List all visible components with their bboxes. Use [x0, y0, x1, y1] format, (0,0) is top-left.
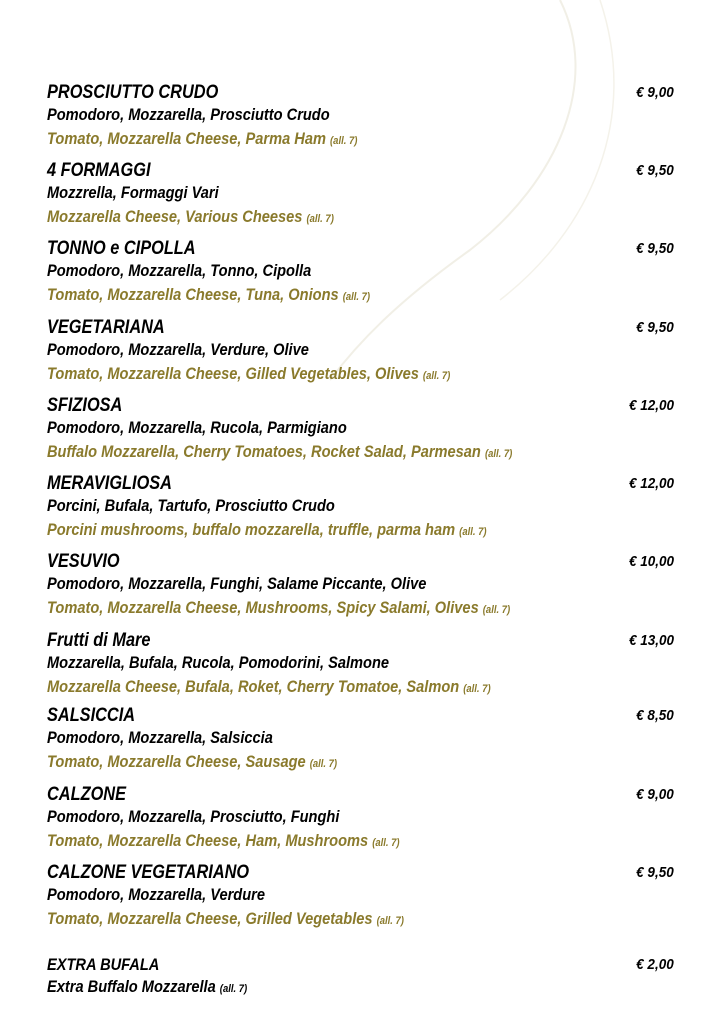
- item-ingredients-it: Mozzarella, Bufala, Rucola, Pomodorini, Salmone: [47, 653, 390, 672]
- item-ingredients-en: [47, 442, 512, 464]
- english-text: Tomato, Mozzarella Cheese, Gilled Vegetables, Olives: [47, 364, 419, 383]
- item-ingredients-it: Pomodoro, Mozzarella, Verdure, Olive: [47, 340, 309, 359]
- allergen-note: (all. 7): [219, 983, 248, 995]
- item-ingredients-it: Pomodoro, Mozzarella, Funghi, Salame Piccante, Olive: [47, 574, 427, 593]
- item-name: Frutti di Mare: [47, 630, 151, 651]
- allergen-note: (all. 7): [463, 683, 491, 695]
- extra-description-text: Extra Buffalo Mozzarella: [47, 977, 216, 996]
- allergen-note: (all. 7): [372, 837, 400, 849]
- english-text: Tomato, Mozzarella Cheese, Sausage: [47, 752, 306, 771]
- item-ingredients-en: [47, 285, 370, 307]
- item-ingredients-en: [47, 909, 404, 931]
- item-ingredients-en: [47, 677, 491, 699]
- allergen-note: (all. 7): [330, 135, 358, 147]
- extra-name: EXTRA BUFALA: [47, 955, 160, 974]
- item-ingredients-en: [47, 831, 400, 853]
- item-name: SALSICCIA: [47, 705, 136, 726]
- item-ingredients-it: Pomodoro, Mozzarella, Prosciutto Crudo: [47, 105, 330, 124]
- allergen-note: (all. 7): [376, 915, 404, 927]
- english-text: Mozzarella Cheese, Bufala, Roket, Cherry Tomatoe, Salmon: [47, 677, 460, 696]
- allergen-note: (all. 7): [309, 758, 338, 770]
- item-price: € 9,50: [636, 162, 674, 179]
- item-name: CALZONE: [47, 784, 126, 805]
- item-price: € 9,00: [636, 786, 674, 803]
- item-ingredients-it: Pomodoro, Mozzarella, Prosciutto, Funghi: [47, 807, 340, 826]
- extra-price: € 2,00: [636, 956, 674, 973]
- item-name: VESUVIO: [47, 551, 120, 572]
- english-text: Tomato, Mozzarella Cheese, Mushrooms, Spicy Salami, Olives: [47, 598, 479, 617]
- english-text: Tomato, Mozzarella Cheese, Grilled Vegetables: [47, 909, 373, 928]
- item-ingredients-it: Pomodoro, Mozzarella, Verdure: [47, 885, 265, 904]
- item-ingredients-en: [47, 598, 510, 620]
- item-name: PROSCIUTTO CRUDO: [47, 82, 219, 103]
- allergen-note: (all. 7): [306, 213, 334, 225]
- item-name: SFIZIOSA: [47, 395, 123, 416]
- allergen-note: (all. 7): [422, 370, 451, 382]
- allergen-note: (all. 7): [484, 448, 513, 460]
- item-ingredients-en: [47, 129, 357, 151]
- item-name: MERAVIGLIOSA: [47, 473, 172, 494]
- english-text: Porcini mushrooms, buffalo mozzarella, truffle, parma ham: [47, 520, 456, 539]
- item-ingredients-it: Pomodoro, Mozzarella, Rucola, Parmigiano: [47, 418, 347, 437]
- item-price: € 8,50: [636, 707, 674, 724]
- item-ingredients-en: [47, 752, 337, 774]
- item-price: € 9,50: [636, 319, 674, 336]
- item-ingredients-it: Mozzrella, Formaggi Vari: [47, 183, 219, 202]
- item-ingredients-en: [47, 520, 487, 542]
- item-name: TONNO e CIPOLLA: [47, 238, 196, 259]
- allergen-note: (all. 7): [459, 526, 487, 538]
- allergen-note: (all. 7): [482, 604, 511, 616]
- item-ingredients-en: [47, 364, 450, 386]
- item-name: CALZONE VEGETARIANO: [47, 862, 250, 883]
- item-name: VEGETARIANA: [47, 317, 165, 338]
- english-text: Tomato, Mozzarella Cheese, Tuna, Onions: [47, 285, 339, 304]
- english-text: Tomato, Mozzarella Cheese, Ham, Mushrooms: [47, 831, 369, 850]
- english-text: Mozzarella Cheese, Various Cheeses: [47, 207, 303, 226]
- item-name: 4 FORMAGGI: [47, 160, 151, 181]
- item-price: € 10,00: [628, 553, 674, 570]
- item-ingredients-en: [47, 207, 334, 229]
- allergen-note: (all. 7): [342, 291, 371, 303]
- item-price: € 13,00: [628, 632, 674, 649]
- item-ingredients-it: Pomodoro, Mozzarella, Tonno, Cipolla: [47, 261, 312, 280]
- item-ingredients-it: Porcini, Bufala, Tartufo, Prosciutto Crudo: [47, 496, 335, 515]
- item-price: € 9,50: [636, 864, 674, 881]
- extra-description: [47, 977, 247, 999]
- item-price: € 9,00: [636, 84, 674, 101]
- english-text: Buffalo Mozzarella, Cherry Tomatoes, Rocket Salad, Parmesan: [47, 442, 481, 461]
- item-ingredients-it: Pomodoro, Mozzarella, Salsiccia: [47, 728, 273, 747]
- item-price: € 12,00: [628, 475, 674, 492]
- english-text: Tomato, Mozzarella Cheese, Parma Ham: [47, 129, 326, 148]
- item-price: € 12,00: [628, 397, 674, 414]
- item-price: € 9,50: [636, 240, 674, 257]
